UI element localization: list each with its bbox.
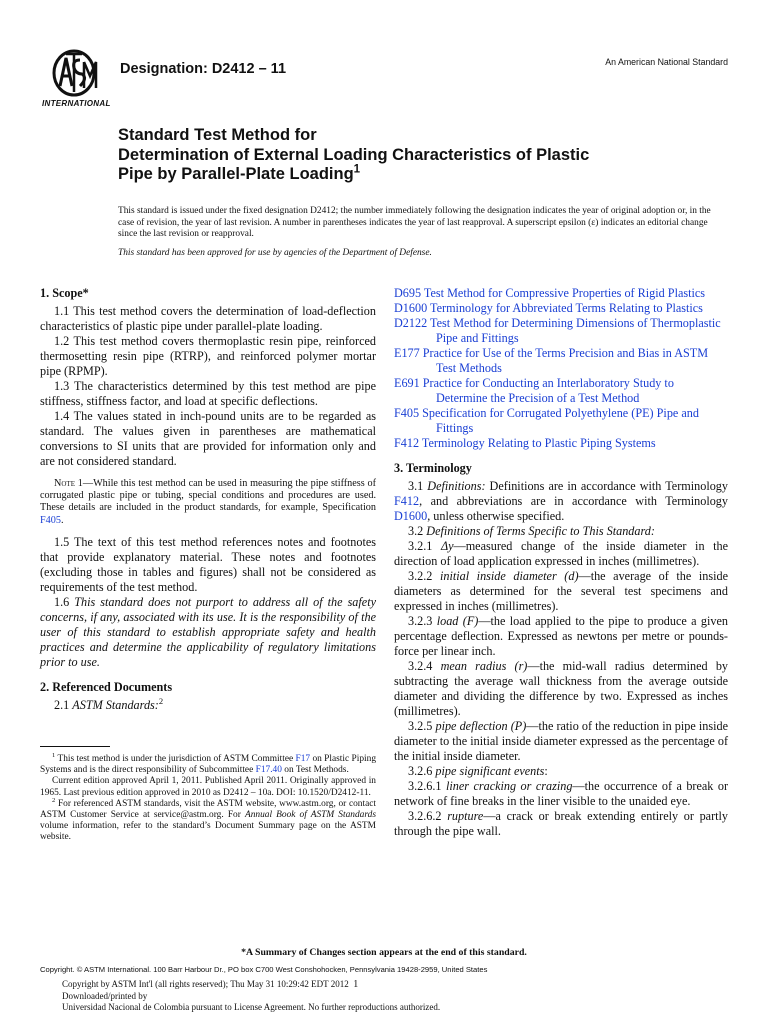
ref-code-d1600[interactable]: D1600 — [394, 301, 428, 315]
ref-code-f405[interactable]: F405 — [394, 406, 420, 420]
title-line-3: Pipe by Parallel-Plate Loading$^1$ — [118, 163, 361, 183]
section-2-1: 2.1 ASTM Standards:$^2$ — [54, 695, 164, 712]
ref-item-f405: F405 Specification for Corrugated Polyethylene (PE) Pipe and Fittings — [394, 406, 699, 435]
ref-item-e691: E691 Practice for Conducting an Interlaboratory Study to Determine the Precision of a Test Method — [394, 376, 674, 405]
right-column — [394, 286, 728, 839]
scope-heading: 1. Scope* — [40, 286, 89, 300]
title-line-2: Determination of External Loading Characteristics of Plastic — [118, 145, 590, 164]
dod-approval: This standard has been approved for use by agencies of the Department of Defense. — [118, 247, 432, 258]
issuance-note — [118, 206, 728, 259]
footnote-1-edition: Current edition approved April 1, 2011. Published April 2011. Originally approved in 1965. Last previous edition approved in 2010 as D2412 – 10a. DOI: 10.1520/D2412-11. — [40, 776, 376, 798]
note-1: Note 1—While this test method can be used in measuring the pipe stiffness of corrugated plastic pipe or tubing, special conditions and procedures are used. These details are included in the product standards, for example, Specification F405. — [40, 478, 376, 526]
section-1-5: 1.5 The text of this test method references notes and footnotes that provide explanatory material. These notes and footnotes (excluding those in tables and figures) shall not be considered as requirements of the test method. — [40, 534, 376, 594]
section-3-2-5: 3.2.5 pipe deflection (P)—the ratio of the reduction in pipe inside diameter to the initial inside diameter expressed as the percentage of the initial inside diameter. — [394, 719, 728, 763]
ref-item-f412: F412 Terminology Relating to Plastic Piping Systems — [394, 436, 656, 450]
section-3-2-6: 3.2.6 pipe significant events: — [408, 764, 548, 778]
section-3-2: 3.2 Definitions of Terms Specific to This Standard: — [408, 524, 655, 538]
ref-code-e177[interactable]: E177 — [394, 346, 420, 360]
footnote-2: $^2$ For referenced ASTM standards, visit the ASTM website, www.astm.org, or contact ASTM Customer Service at service@astm.org. For Annual Book of ASTM Standards volume information, refer to the standard’s Document Summary page on the ASTM website. — [40, 796, 377, 843]
download-line-1: Copyright by ASTM Int'l (all rights reserved); Thu May 31 10:29:42 EDT 2012 1 — [62, 979, 359, 990]
link-f405-note[interactable]: F405 — [40, 514, 61, 526]
footnotes — [40, 751, 377, 844]
designation: Designation: D2412 – 11 — [120, 61, 287, 77]
ref-code-f412[interactable]: F412 — [394, 436, 420, 450]
section-3-2-3: 3.2.3 load (F)—the load applied to the pipe to produce a given percentage deflection. Expressed as newtons per metre or pounds-force per linear inch. — [394, 614, 729, 658]
download-stamp — [62, 979, 440, 1014]
section-3-2-4: 3.2.4 mean radius (r)—the mid-wall radius determined by subtracting the average wall thickness from the average outside diameter and dividing the difference by two. Expressed as inches (millimetres). — [394, 659, 729, 718]
ref-code-d2122[interactable]: D2122 — [394, 316, 428, 330]
section-1-3: 1.3 The characteristics determined by this test method are pipe stiffness, stiffness factor, and load at specific deflections. — [40, 379, 376, 408]
left-column — [40, 286, 376, 713]
section-3-2-2: 3.2.2 initial inside diameter (d)—the average of the inside diameters as determined for the several test specimens and expressed in inches (millimetres). — [394, 569, 728, 613]
footnote-rule — [40, 746, 110, 747]
section-1-2: 1.2 This test method covers thermoplastic resin pipe, reinforced thermosetting resin pipe (RTRP), and reinforced polymer mortar pipe (RPMP). — [40, 334, 376, 378]
ref-item-d2122: D2122 Test Method for Determining Dimensions of Thermoplastic Pipe and Fittings — [394, 316, 721, 345]
section-1-1: 1.1 This test method covers the determination of load-deflection characteristics of plastic pipe under parallel-plate loading. — [40, 304, 376, 333]
section-3-2-1: 3.2.1 Δy—measured change of the inside diameter in the direction of load application expressed in inches (millimetres). — [394, 539, 728, 568]
download-line-2: Downloaded/printed by — [62, 990, 148, 1001]
link-f17-40[interactable]: F17.40 — [255, 765, 282, 776]
section-3-1: 3.1 Definitions: Definitions are in accordance with Terminology F412, and abbreviations are in accordance with Terminology D1600, unless otherwise specified. — [394, 479, 728, 523]
section-3-2-6-2: 3.2.6.2 rupture—a crack or break extending entirely or partly through the pipe wall. — [394, 809, 729, 838]
summary-of-changes-note: *A Summary of Changes section appears at the end of this standard. — [241, 947, 527, 958]
reference-list — [394, 286, 728, 451]
national-standard-label: An American National Standard — [605, 57, 728, 67]
document-title — [118, 126, 589, 185]
ref-item-e177: E177 Practice for Use of the Terms Precision and Bias in ASTM Test Methods — [394, 346, 709, 375]
ref-code-e691[interactable]: E691 — [394, 376, 420, 390]
download-line-3: Universidad Nacional de Colombia pursuant to License Agreement. No further reproductions authorized. — [62, 1002, 441, 1013]
section-1-6: 1.6 This standard does not purport to address all of the safety concerns, if any, associated with its use. It is the responsibility of the user of this standard to establish appropriate safety and health practices and determine the applicability of regulatory limitations prior to use. — [40, 594, 376, 669]
link-f17[interactable]: F17 — [295, 754, 311, 764]
link-f412[interactable]: F412 — [394, 494, 420, 508]
link-d1600[interactable]: D1600 — [394, 509, 428, 523]
referenced-documents-heading: 2. Referenced Documents — [40, 679, 173, 694]
ref-item-d695: D695 Test Method for Compressive Properties of Rigid Plastics — [394, 286, 706, 300]
issuance-paragraph: This standard is issued under the fixed designation D2412; the number immediately following the designation indicates the year of original adoption or, in the case of revision, the year of last revision. A number in parentheses indicates the year of last reapproval. A superscript epsilon (ε) indicates an editorial change since the last revision or reapproval. — [118, 206, 711, 240]
title-line-1: Standard Test Method for — [118, 126, 317, 144]
page-number: 1 — [353, 979, 359, 990]
copyright-line: Copyright. © ASTM International. 100 Barr Harbour Dr., PO box C700 West Conshohocken, Pennsylvania 19428-2959, United States — [40, 965, 488, 974]
logo-text: INTERNATIONAL — [42, 99, 111, 108]
footnote-1: $^1$ This test method is under the jurisdiction of ASTM Committee F17 on Plastic Piping Systems and is the direct responsibility of Subcommittee F17.40 on Test Methods. — [40, 751, 377, 776]
ref-code-d695[interactable]: D695 — [394, 286, 422, 300]
ref-item-d1600: D1600 Terminology for Abbreviated Terms Relating to Plastics — [394, 301, 703, 315]
terminology-heading: 3. Terminology — [394, 461, 472, 475]
section-1-4: 1.4 The values stated in inch-pound units are to be regarded as standard. The values given in parentheses are mathematical conversions to SI units that are provided for information only and are not considered standard. — [40, 409, 376, 468]
astm-logo — [36, 48, 112, 110]
section-3-2-6-1: 3.2.6.1 liner cracking or crazing—the occurrence of a break or network of fine breaks in the liner visible to the unaided eye. — [394, 779, 729, 808]
